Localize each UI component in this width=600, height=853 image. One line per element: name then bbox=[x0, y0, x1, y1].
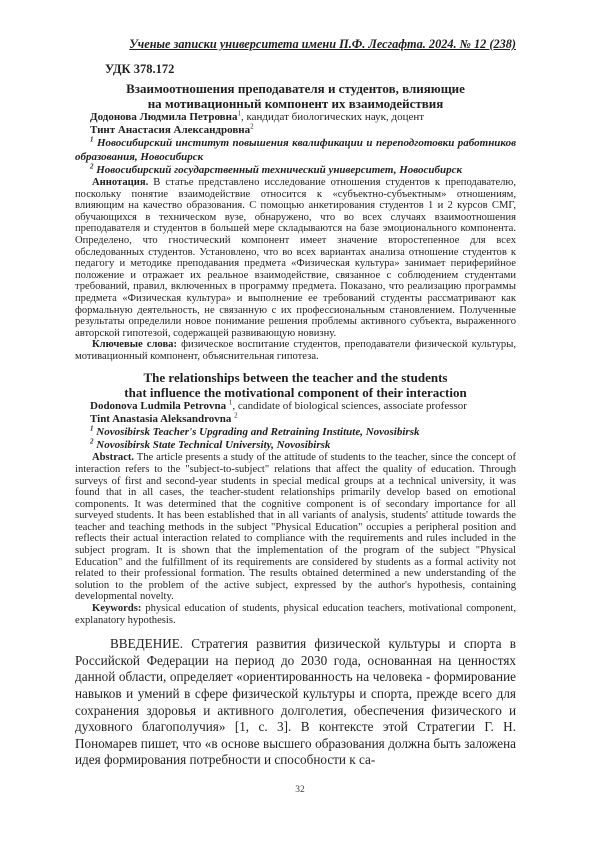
author-line-en-2 bbox=[75, 413, 516, 426]
page-number: 32 bbox=[295, 785, 305, 795]
keywords-ru bbox=[75, 339, 516, 362]
author-ru-1-superscript: 1 bbox=[237, 109, 241, 118]
author-ru-2-superscript: 2 bbox=[250, 122, 254, 131]
article-content bbox=[75, 62, 516, 769]
author-ru-1-name: Додонова Людмила Петровна bbox=[90, 111, 238, 123]
author-ru-2-name: Тинт Анастасия Александровна bbox=[90, 124, 251, 137]
running-header-text: Ученые записки университета имени П.Ф. Лесгафта. 2024. № 12 (238) bbox=[129, 37, 516, 51]
affiliation-en-1-superscript: 1 bbox=[90, 424, 94, 433]
affiliation-ru-2 bbox=[75, 164, 516, 177]
abstract-ru-label: Аннотация. bbox=[92, 177, 149, 189]
author-en-1-credentials: , candidate of biological sciences, associate professor bbox=[232, 399, 467, 412]
article-title-en-line2: that influence the motivational component of their interaction bbox=[124, 384, 467, 400]
abstract-ru bbox=[75, 177, 516, 339]
udc-code: УДК 378.172 bbox=[105, 62, 175, 76]
keywords-ru-label: Ключевые слова: bbox=[92, 339, 177, 351]
abstract-en-label: Abstract. bbox=[92, 452, 135, 464]
affiliation-en-2-superscript: 2 bbox=[90, 437, 94, 446]
keywords-ru-text: физическое воспитание студентов, преподаватели физической культуры, мотивационный компонент, объяснительная гипотеза. bbox=[75, 339, 516, 362]
affiliation-ru-2-superscript: 2 bbox=[90, 162, 94, 171]
affiliation-en-1-text: Novosibirsk Teacher's Upgrading and Retraining Institute, Novosibirsk bbox=[93, 425, 420, 438]
author-line-ru-2 bbox=[75, 124, 516, 137]
abstract-en bbox=[75, 452, 516, 603]
article-title-ru-line1: Взаимоотношения преподавателя и студентов, влияющие bbox=[126, 81, 465, 96]
abstract-en-text: The article presents a study of the attitude of students to the teacher, since the concept of interaction refers to the "subject-to-subject" relations that affect the quality of education. Through surveys of first and second-year students in special medical groups at a technical university, it was found that in all cases, the teacher-student relationships primarily develop based on emotional components. It was determined that the cognitive component is of secondary importance for all surveyed students. It has been established that in all variants of analysis, students' attitude towards the teacher and teaching methods in the subject "Physical Education" occupies a peripheral position and reflects their actual interaction related to compliance with the requirements and rules included in the subject program. It is shown that the implementation of the program of the subject "Physical Education" and the fulfillment of its requirements are considered by students as a formal activity not related to their professional formation. The results obtained determined a new understanding of the solution to the problem of the active subject, expressed by the author's hypothesis, containing developmental novelty. bbox=[75, 452, 516, 603]
article-title-en bbox=[75, 370, 516, 400]
affiliation-en-2 bbox=[75, 439, 516, 452]
affiliation-ru-2-text: Новосибирский государственный технический университет, Новосибирск bbox=[93, 163, 463, 176]
author-line-ru-1 bbox=[75, 111, 516, 124]
introduction-paragraph bbox=[75, 636, 516, 769]
author-ru-1-credentials: , кандидат биологических наук, доцент bbox=[240, 111, 425, 123]
affiliation-en-1 bbox=[75, 426, 516, 439]
introduction-text: Стратегия развития физической культуры и спорта в Российской Федерации на период до 2030 года, основанная на ценностях данной области, определяет «ориентированность на человека - формирование навыков и умений в сфере физической культуры и спорта, прежде всего для сохранения здоровья и активного долголетия, обеспечения физического и духовного благополучия» [1, с. 3]. В контексте этой Стратегии Г. Н. Пономарев пишет, что «в основе высшего образования должна быть заложена идея формирования потребности и способности к са- bbox=[75, 636, 516, 768]
author-en-1-superscript: 1 bbox=[228, 397, 233, 406]
abstract-ru-text: В статье представлено исследование отношения студентов к преподавателю, поскольку понятие взаимодействие относится к «субъектно-субъектным» отношениям, влияющим на качество образования. С помощью анкетирования студентов 1 и 2 курсов СМГ, обучающихся в техническом вузе, обнаружено, что во всех случаях взаимоотношения преподавателя и студентов в большей мере складываются на базе эмоционального компонента. Определено, что гностический компонент имеет значение второстепенное для всех обследованных студентов. Установлено, что во всех вариантах анализа отношение студентов к педагогу и методике преподавания предмета «Физическая культура» занимает периферийное положение и отражает их реальное взаимодействие, связанное с соблюдением студентами требований, правил, включенных в программу предмета. Показано, что реализацию программы предмета «Физическая культура» и выполнение ее требований студенты рассматривают как формальную деятельность, не связанную с их профессиональным становлением. Полученные результаты определили новое понимание решения проблемы активного субъекта, выраженного авторской гипотезой, содержащей развивающую новизну. bbox=[75, 177, 516, 339]
affiliation-ru-1-superscript: 1 bbox=[90, 135, 94, 144]
keywords-en-text: physical education of students, physical education teachers, motivational component, explanatory hypothesis. bbox=[75, 603, 516, 626]
article-title-ru-line2: на мотивационный компонент их взаимодействия bbox=[147, 96, 444, 111]
running-header bbox=[75, 37, 516, 52]
affiliation-ru-1 bbox=[75, 137, 516, 163]
keywords-en bbox=[75, 603, 516, 626]
author-en-2-name: Tint Anastasia Aleksandrovna bbox=[90, 412, 235, 425]
affiliation-en-2-text: Novosibirsk State Technical University, Novosibirsk bbox=[93, 439, 331, 452]
article-title-en-line1: The relationships between the teacher and the students bbox=[143, 369, 448, 385]
author-line-en-1 bbox=[75, 397, 516, 413]
introduction-heading: ВВЕДЕНИЕ. bbox=[110, 636, 184, 652]
affiliation-ru-1-text: Новосибирский институт повышения квалификации и переподготовки работников образования, Новосибирск bbox=[75, 137, 516, 163]
keywords-en-label: Keywords: bbox=[92, 603, 142, 615]
article-title-ru bbox=[75, 81, 516, 111]
author-en-2-superscript: 2 bbox=[234, 411, 238, 420]
author-en-1-name: Dodonova Ludmila Petrovna bbox=[90, 399, 229, 412]
